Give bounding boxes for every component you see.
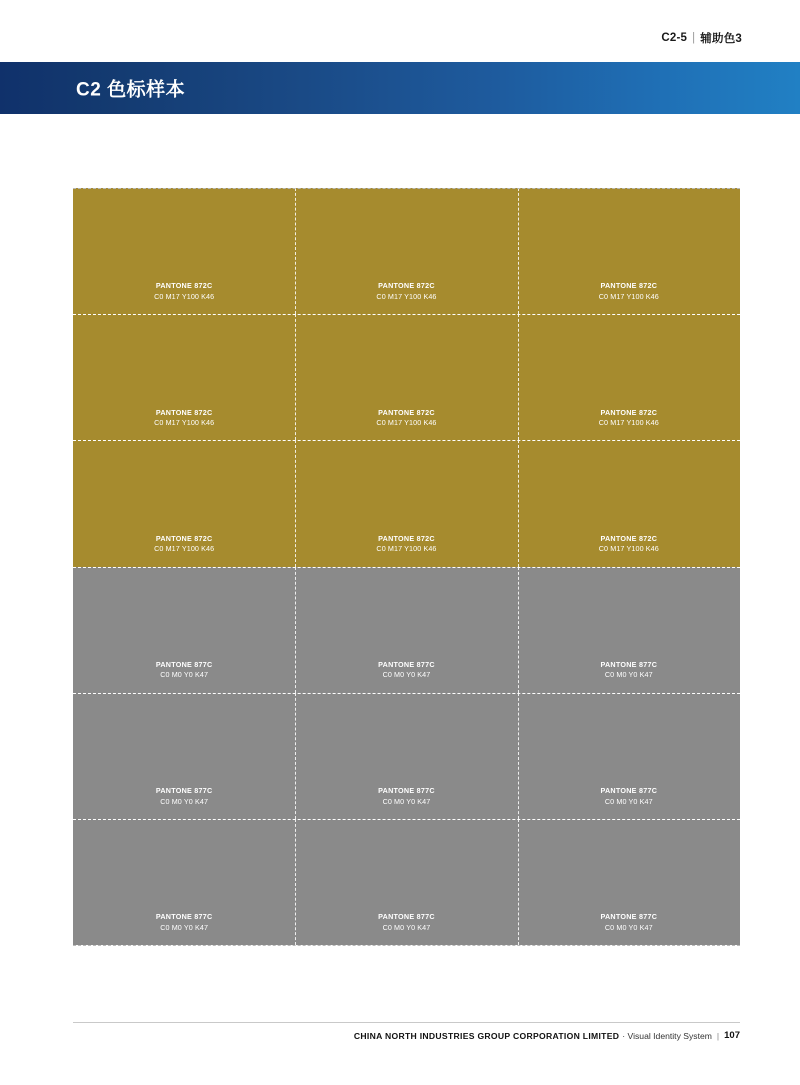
swatch-label-group (376, 281, 436, 302)
color-swatch (295, 314, 517, 440)
swatch-cmyk-values: C0 M0 Y0 K47 (160, 796, 209, 806)
color-swatch (73, 314, 295, 440)
swatch-pantone-name: PANTONE 872C (378, 533, 435, 543)
guide-line-vertical (295, 567, 296, 693)
guide-line-vertical (518, 440, 519, 566)
header-band (0, 62, 800, 114)
guide-line-vertical (518, 314, 519, 440)
page-title-text: 色标样本 (101, 79, 186, 101)
color-swatch (295, 440, 517, 566)
swatch-cmyk-values: C0 M17 Y100 K46 (598, 291, 659, 301)
swatch-pantone-name: PANTONE 877C (600, 912, 658, 922)
swatch-cmyk-values: C0 M17 Y100 K46 (154, 544, 215, 554)
guide-line-horizontal (73, 945, 740, 946)
color-swatch (73, 567, 295, 693)
guide-line-vertical (518, 819, 519, 945)
footer (354, 1030, 740, 1041)
page-number: 107 (724, 1030, 740, 1041)
swatch-label-group (156, 786, 213, 807)
footer-divider (73, 1022, 740, 1023)
color-swatch (73, 819, 295, 945)
swatch-row (73, 314, 740, 440)
guide-line-vertical (295, 440, 296, 566)
swatch-cmyk-values: C0 M17 Y100 K46 (376, 291, 437, 301)
swatch-cmyk-values: C0 M17 Y100 K46 (154, 291, 215, 301)
color-swatch (295, 567, 517, 693)
swatch-pantone-name: PANTONE 877C (600, 659, 658, 669)
section-marker-separator: | (692, 32, 696, 44)
swatch-pantone-name: PANTONE 872C (155, 533, 213, 543)
footer-separator: | (716, 1030, 720, 1041)
color-swatch (518, 819, 740, 945)
swatch-row (73, 693, 740, 819)
swatch-cmyk-values: C0 M17 Y100 K46 (154, 417, 215, 427)
swatch-label-group (599, 281, 659, 302)
swatch-cmyk-values: C0 M17 Y100 K46 (598, 544, 659, 554)
swatch-pantone-name: PANTONE 877C (378, 912, 435, 922)
swatch-cmyk-values: C0 M0 Y0 K47 (382, 670, 431, 680)
swatch-label-group (600, 660, 657, 681)
section-marker (661, 30, 742, 46)
page-title-code: C2 (76, 79, 102, 101)
guide-line-vertical (295, 693, 296, 819)
swatch-cmyk-values: C0 M0 Y0 K47 (604, 796, 653, 806)
section-marker-label: 辅助色3 (700, 33, 742, 45)
swatch-cmyk-values: C0 M0 Y0 K47 (382, 796, 431, 806)
swatch-pantone-name: PANTONE 872C (155, 407, 213, 417)
guide-line-vertical (518, 188, 519, 314)
color-swatch (518, 188, 740, 314)
swatch-pantone-name: PANTONE 872C (600, 407, 658, 417)
color-swatch (518, 314, 740, 440)
swatch-cmyk-values: C0 M17 Y100 K46 (376, 544, 437, 554)
swatch-pantone-name: PANTONE 877C (600, 786, 658, 796)
swatch-pantone-name: PANTONE 877C (155, 786, 213, 796)
swatch-pantone-name: PANTONE 872C (155, 281, 213, 291)
footer-company: CHINA NORTH INDUSTRIES GROUP CORPORATION LIMITED (353, 1030, 620, 1041)
swatch-pantone-name: PANTONE 877C (155, 912, 213, 922)
color-swatch (518, 567, 740, 693)
color-swatch (73, 693, 295, 819)
swatch-label-group (378, 660, 435, 681)
swatch-cmyk-values: C0 M17 Y100 K46 (598, 417, 659, 427)
guide-line-vertical (295, 314, 296, 440)
footer-system: · Visual Identity System (622, 1030, 712, 1041)
swatch-row (73, 819, 740, 945)
page-title (76, 75, 185, 102)
swatch-label-group (156, 912, 213, 933)
color-swatch (73, 188, 295, 314)
swatch-pantone-name: PANTONE 872C (600, 533, 658, 543)
swatch-cmyk-values: C0 M17 Y100 K46 (376, 417, 437, 427)
swatch-label-group (156, 660, 213, 681)
swatch-label-group (154, 408, 214, 429)
guide-line-vertical (518, 693, 519, 819)
guide-line-vertical (518, 567, 519, 693)
guide-line-vertical (295, 188, 296, 314)
swatch-label-group (376, 408, 436, 429)
swatch-pantone-name: PANTONE 872C (378, 281, 435, 291)
swatch-label-group (600, 912, 657, 933)
swatch-label-group (600, 786, 657, 807)
swatch-pantone-name: PANTONE 877C (378, 659, 435, 669)
guide-line-vertical (295, 819, 296, 945)
swatch-label-group (599, 408, 659, 429)
swatch-row (73, 567, 740, 693)
color-swatch-grid (73, 188, 740, 945)
swatch-pantone-name: PANTONE 877C (378, 786, 435, 796)
swatch-row (73, 440, 740, 566)
swatch-cmyk-values: C0 M0 Y0 K47 (604, 670, 653, 680)
swatch-label-group (599, 534, 659, 555)
section-marker-code: C2-5 (661, 32, 688, 44)
swatch-pantone-name: PANTONE 872C (378, 407, 435, 417)
color-swatch (73, 440, 295, 566)
swatch-label-group (376, 534, 436, 555)
color-swatch (295, 819, 517, 945)
swatch-label-group (154, 281, 214, 302)
swatch-cmyk-values: C0 M0 Y0 K47 (160, 922, 209, 932)
color-swatch (518, 440, 740, 566)
color-swatch (295, 693, 517, 819)
color-swatch (295, 188, 517, 314)
swatch-pantone-name: PANTONE 877C (155, 659, 213, 669)
swatch-cmyk-values: C0 M0 Y0 K47 (604, 922, 653, 932)
swatch-label-group (378, 912, 435, 933)
swatch-row (73, 188, 740, 314)
swatch-pantone-name: PANTONE 872C (600, 281, 658, 291)
swatch-cmyk-values: C0 M0 Y0 K47 (382, 922, 431, 932)
color-swatch (518, 693, 740, 819)
swatch-label-group (378, 786, 435, 807)
swatch-label-group (154, 534, 214, 555)
swatch-cmyk-values: C0 M0 Y0 K47 (160, 670, 209, 680)
